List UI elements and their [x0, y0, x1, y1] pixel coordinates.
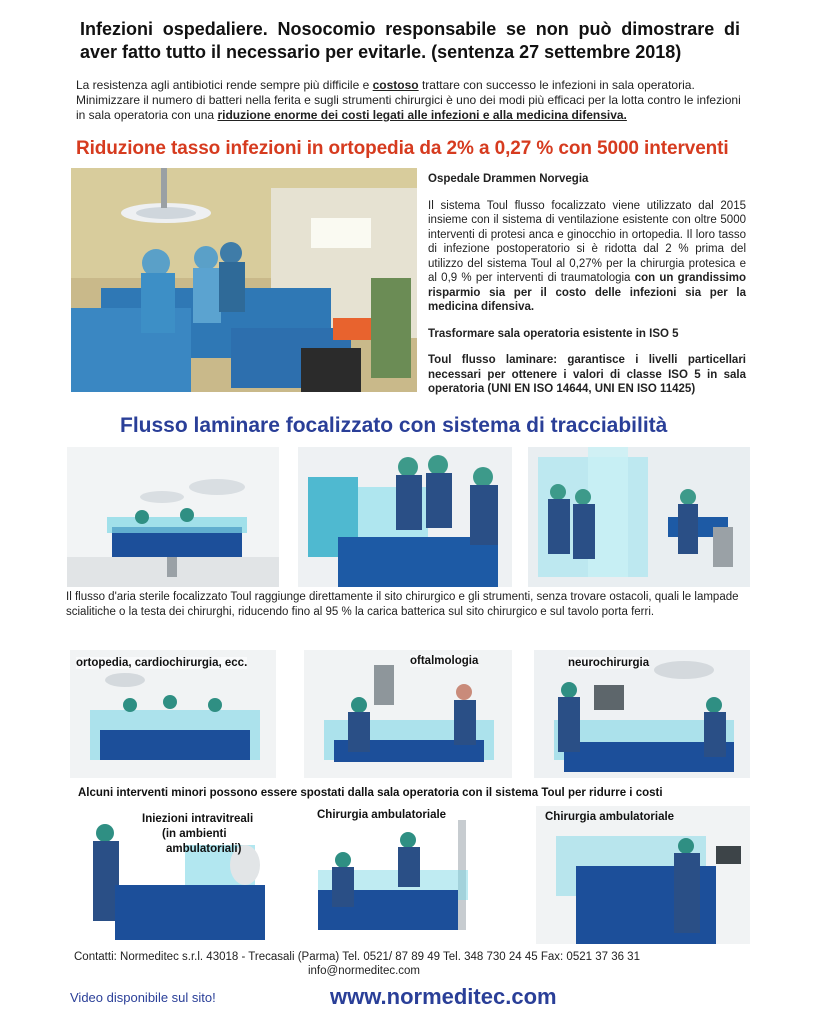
- headline: Infezioni ospedaliere. Nosocomio responsabile se non può dimostrare di aver fatto tutto il necessario per evitarle. (sentenza 27 settembre 2018): [80, 19, 740, 62]
- intravitreal-setting-1: (in ambienti: [162, 828, 227, 840]
- render-surgeons-closeup: [298, 447, 512, 587]
- specialty-orthopedics-label: ortopedia, cardiochirurgia, ecc.: [76, 657, 248, 669]
- ambulatory-label-1: Chirurgia ambulatoriale: [317, 809, 447, 821]
- iso-title: Trasformare sala operatoria esistente in ISO 5: [428, 327, 679, 340]
- intro-line1-c: trattare con successo le infezioni in sala operatoria.: [418, 78, 695, 92]
- render-ambulatory-2: [536, 806, 750, 944]
- case-study-body: [428, 199, 746, 315]
- case-study-savings: con un grandissimo risparmio sia per il costo delle infezioni sia per la medicina difensiva.: [428, 272, 746, 313]
- render-intravitreal: [75, 805, 265, 943]
- intro-line2: Minimizzare il numero di batteri nella ferita e sugli strumenti chirurgici è uno dei modi più efficaci per la lotta contro le infezioni in sala operatoria con una: [76, 93, 741, 122]
- video-notice: Video disponibile sul sito!: [70, 990, 216, 1005]
- case-study-text: Il sistema Toul flusso focalizzato viene utilizzato dal 2015 insieme con il sistema di ventilazione esistente con oltre 5000 interventi di protesi anca e ginocchio in ortopedia. Il loro tasso di infezione postoperatorio si è ridotta dal 2 % prima del utilizzo del sistema Toul al 0,27% per la chirurgia protesica e al 0,9 % per interventi di traumatologia: [428, 199, 746, 284]
- intravitreal-label: Iniezioni intravitreali: [142, 813, 254, 825]
- contact-email-link[interactable]: info@normeditec.com: [307, 965, 421, 977]
- intro-bold: riduzione enorme dei costi legati alle infezioni e alla medicina difensiva.: [217, 108, 627, 122]
- specialty-neurosurgery-label: neurochirurgia: [568, 657, 650, 669]
- render-orthopedics: [70, 650, 276, 778]
- intro-line1-a: La resistenza agli antibiotici rende sempre più difficile e: [76, 78, 373, 92]
- render-neurosurgery: [534, 650, 750, 778]
- render-ambulatory-1: [308, 820, 496, 942]
- hospital-name: Ospedale Drammen Norvegia: [428, 173, 589, 185]
- render-ophthalmology: [304, 650, 512, 778]
- intravitreal-setting-2: ambulatoriali): [166, 843, 242, 855]
- airflow-caption: Il flusso d'aria sterile focalizzato Toul raggiunge direttamente il sito chirurgico e gli strumenti, senza trovare ostacoli, quali le lampade scialitiche o la testa dei chirurghi, riducendo fino al 95 % la carica batterica sul sito chirurgico e sul tavolo porta ferri.: [66, 591, 739, 618]
- operating-room-photo: [71, 168, 417, 392]
- render-room-overview: [528, 447, 750, 587]
- website-link[interactable]: www.normeditec.com: [330, 984, 557, 1009]
- specialty-ophthalmology-label: oftalmologia: [410, 655, 479, 667]
- intro-costly: costoso: [372, 78, 419, 92]
- infection-reduction-heading: Riduzione tasso infezioni in ortopedia da 2% a 0,27 % con 5000 interventi: [76, 138, 729, 159]
- intro-paragraph: [76, 78, 744, 123]
- iso-body: Toul flusso laminare: garantisce i livelli particellari necessari per ottenere i valori di classe ISO 5 in sala operatoria (UNI EN ISO 14644, UNI EN ISO 11425): [428, 354, 746, 395]
- drammen-case-study: [428, 172, 746, 409]
- laminar-flow-heading: Flusso laminare focalizzato con sistema di tracciabilità: [120, 414, 668, 437]
- minor-interventions-heading: Alcuni interventi minori possono essere spostati dalla sala operatoria con il sistema Toul per ridurre i costi: [78, 787, 663, 799]
- ambulatory-label-2: Chirurgia ambulatoriale: [545, 811, 675, 823]
- render-operating-table: [67, 447, 279, 587]
- contacts-block: [74, 950, 714, 978]
- contacts-line: Contatti: Normeditec s.r.l. 43018 - Trecasali (Parma) Tel. 0521/ 87 89 49 Tel. 348 730 24 45 Fax: 0521 37 36 31: [74, 951, 640, 963]
